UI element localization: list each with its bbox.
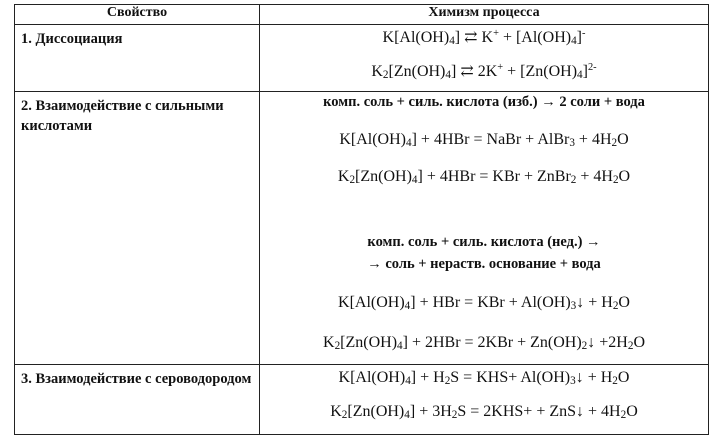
reaction-equation: $K[Al(OH)_4] + H_2S = KHS+$ $Al(OH)_3↓ + H_2O$ [338, 369, 630, 387]
chemistry-cell [260, 92, 709, 365]
property-cell: 1. Диссоциация [15, 25, 260, 92]
reaction-equation: $K_2[Zn(OH)_4]$ ⇄ $2K^+ + [Zn(OH)_4]^{2-}$ [371, 62, 597, 81]
reaction-equation: $K_2[Zn(OH)_4] + 4HBr$ = KBr + ZnBr$_2$ + $4H_2O$ [337, 168, 631, 186]
reaction-scheme-text: комп. соль + силь. кислота (нед.) → [367, 234, 601, 250]
reaction-equation: $K_2[Zn(OH)_4] + 3H_2S = 2KHS+$ + ZnS↓ + $4H_2O$ [330, 403, 638, 421]
header-chemistry: Химизм процесса [260, 5, 709, 25]
header-row [15, 5, 709, 25]
table-row [15, 92, 709, 365]
chemistry-cell [260, 25, 709, 92]
reaction-equation: $K[Al(OH)_4]$ ⇄ $K^+ + [Al(OH)_4]^-$ [382, 28, 586, 47]
properties-table [14, 4, 709, 435]
property-cell: 2. Взаимодействие с сильными кислотами [15, 92, 260, 365]
reaction-equation: $K_2[Zn(OH)_4] + 2HBr = 2KBr$ + $Zn(OH)_2↓ +2H_2O$ [323, 334, 645, 352]
property-cell: 3. Взаимодействие с сероводородом [15, 365, 260, 435]
reaction-scheme-text: → соль + нераств. основание + вода [367, 256, 601, 272]
header-property: Свойство [15, 5, 260, 25]
table-row [15, 365, 709, 435]
table-row [15, 25, 709, 92]
chemistry-cell [260, 365, 709, 435]
reaction-scheme-text: комп. соль + силь. кислота (изб.) → 2 соли + вода [323, 94, 645, 110]
reaction-equation: $K[Al(OH)_4]$ + HBr = KBr + $Al(OH)_3↓ + H_2O$ [338, 294, 630, 312]
reaction-equation: $K[Al(OH)_4] + 4HBr$ = NaBr + AlBr$_3$ + $4H_2O$ [339, 131, 629, 149]
